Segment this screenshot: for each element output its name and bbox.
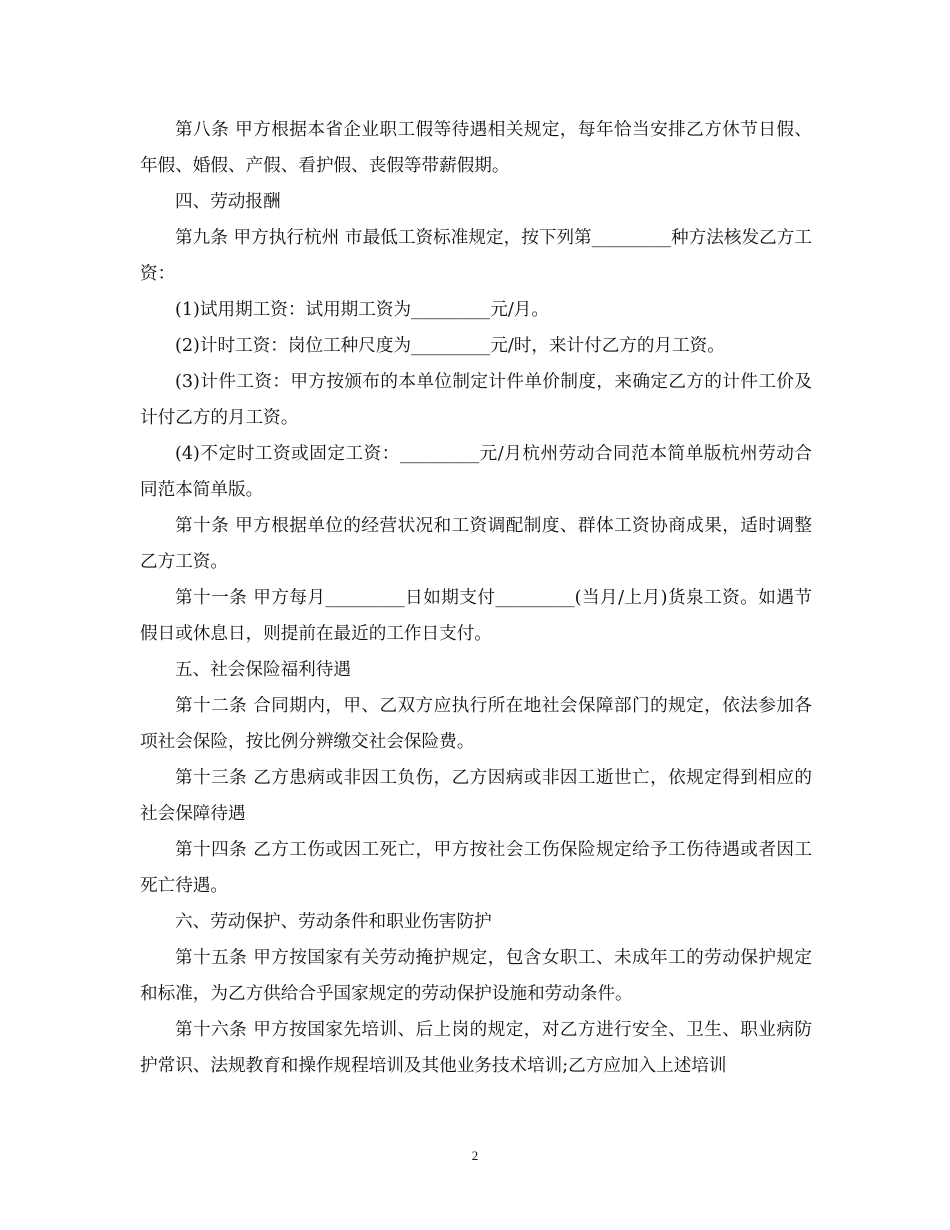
paragraph-article-11: 第十一条 甲方每月_________日如期支付_________(当月/上月)货泉工资。如遇节假日或休息日，则提前在最近的工作日支付。: [140, 588, 812, 644]
section-heading-labor-protection: 六、劳动保护、劳动条件和职业伤害防护: [175, 912, 492, 932]
document-body: [140, 112, 812, 1084]
paragraph-article-9: 第九条 甲方执行杭州 市最低工资标准规定，按下列第_________种方法核发乙方工资：: [140, 228, 812, 284]
paragraph-piece-wage: (3)计件工资：甲方按颁布的本单位制定计件单价制度，来确定乙方的计件工价及计付乙方的月工资。: [140, 372, 812, 428]
section-heading-social-insurance: 五、社会保险福利待遇: [175, 660, 351, 680]
paragraph-probation-wage: (1)试用期工资：试用期工资为_________元/月。: [175, 300, 549, 320]
page-number: 2: [471, 1148, 479, 1163]
section-heading-labor-pay: 四、劳动报酬: [175, 192, 281, 212]
paragraph-article-16: 第十六条 甲方按国家先培训、后上岗的规定，对乙方进行安全、卫生、职业病防护常识、法规教育和操作规程培训及其他业务技术培训;乙方应加入上述培训: [140, 1020, 812, 1076]
paragraph-fixed-wage: (4)不定时工资或固定工资：_________元/月杭州劳动合同范本简单版杭州劳动合同范本简单版。: [140, 444, 812, 500]
paragraph-article-10: 第十条 甲方根据单位的经营状况和工资调配制度、群体工资协商成果，适时调整乙方工资。: [140, 516, 812, 572]
paragraph-hourly-wage: (2)计时工资：岗位工种尺度为_________元/时，来计付乙方的月工资。: [175, 336, 725, 356]
paragraph-article-8: 第八条 甲方根据本省企业职工假等待遇相关规定，每年恰当安排乙方休节日假、年假、婚假、产假、看护假、丧假等带薪假期。: [140, 120, 812, 176]
paragraph-article-12: 第十二条 合同期内，甲、乙双方应执行所在地社会保障部门的规定，依法参加各项社会保险，按比例分辨缴交社会保险费。: [140, 696, 812, 752]
paragraph-article-13: 第十三条 乙方患病或非因工负伤，乙方因病或非因工逝世亡，依规定得到相应的社会保障待遇: [140, 768, 812, 824]
paragraph-article-14: 第十四条 乙方工伤或因工死亡，甲方按社会工伤保险规定给予工伤待遇或者因工死亡待遇。: [140, 840, 812, 896]
paragraph-article-15: 第十五条 甲方按国家有关劳动掩护规定，包含女职工、未成年工的劳动保护规定和标准，为乙方供给合乎国家规定的劳动保护设施和劳动条件。: [140, 948, 812, 1004]
